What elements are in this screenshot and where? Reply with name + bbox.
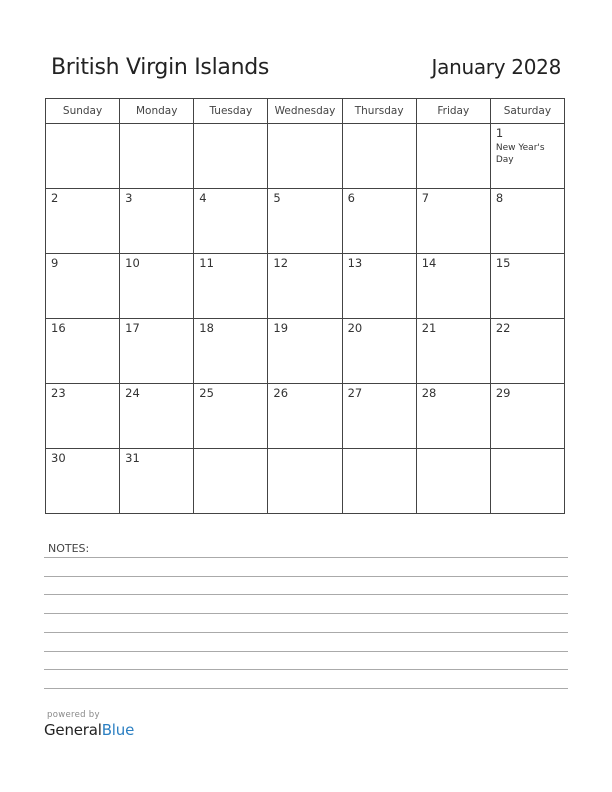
day-number xyxy=(343,124,416,127)
day-number: 23 xyxy=(51,386,66,400)
note-line xyxy=(44,669,568,670)
day-number: 16 xyxy=(51,321,66,335)
day-number: 22 xyxy=(495,321,511,335)
calendar-day-cell xyxy=(120,254,194,319)
day-number xyxy=(120,124,193,127)
calendar-day-cell xyxy=(342,384,416,449)
calendar-day-cell xyxy=(416,319,490,384)
calendar-day-cell xyxy=(120,449,194,514)
day-number: 17 xyxy=(125,321,140,335)
calendar-day-cell xyxy=(342,319,416,384)
note-line xyxy=(44,651,568,652)
calendar-day-cell xyxy=(490,189,564,254)
calendar-day-cell xyxy=(46,319,120,384)
calendar-day-cell xyxy=(268,319,342,384)
note-line xyxy=(44,557,568,558)
calendar-day-cell xyxy=(194,124,268,189)
calendar-day-cell xyxy=(490,384,564,449)
day-number: 4 xyxy=(199,191,207,205)
calendar-day-cell xyxy=(46,189,120,254)
day-number xyxy=(194,124,267,127)
calendar-day-cell xyxy=(342,124,416,189)
logo-text-blue: Blue xyxy=(101,721,135,739)
day-number: 29 xyxy=(495,386,511,400)
calendar-day-cell xyxy=(46,254,120,319)
calendar-day-cell xyxy=(490,124,564,189)
calendar-day-cell xyxy=(416,189,490,254)
calendar-week-row xyxy=(46,254,565,319)
day-number: 25 xyxy=(199,386,214,400)
day-number: 30 xyxy=(51,451,66,465)
holiday-label: New Year's Day xyxy=(495,143,545,165)
day-number: 1 xyxy=(495,126,504,140)
calendar-day-cell xyxy=(268,124,342,189)
calendar-day-cell xyxy=(342,254,416,319)
calendar-day-cell xyxy=(120,189,194,254)
calendar-week-row xyxy=(46,449,565,514)
day-number: 20 xyxy=(347,321,363,335)
note-line xyxy=(44,688,568,689)
day-number: 7 xyxy=(421,191,430,205)
day-number xyxy=(417,449,490,452)
day-number: 6 xyxy=(347,191,355,205)
day-number: 27 xyxy=(347,386,363,400)
note-line xyxy=(44,576,568,577)
calendar-day-cell xyxy=(120,124,194,189)
day-number: 21 xyxy=(421,321,437,335)
calendar-day-cell xyxy=(120,319,194,384)
calendar-day-cell xyxy=(194,189,268,254)
day-number: 3 xyxy=(125,191,133,205)
calendar-grid xyxy=(45,98,565,514)
day-number xyxy=(268,449,341,452)
weekday-header: Monday xyxy=(120,99,194,124)
day-number: 12 xyxy=(273,256,289,270)
day-number: 11 xyxy=(199,256,214,270)
day-number: 9 xyxy=(51,256,59,270)
day-number: 13 xyxy=(347,256,363,270)
day-number: 31 xyxy=(125,451,140,465)
calendar-day-cell xyxy=(46,384,120,449)
calendar-day-cell xyxy=(46,449,120,514)
day-number: 2 xyxy=(51,191,59,205)
day-number: 10 xyxy=(125,256,140,270)
note-line xyxy=(44,594,568,595)
calendar-day-cell xyxy=(416,124,490,189)
day-number: 5 xyxy=(273,191,281,205)
generalblue-logo[interactable] xyxy=(44,721,134,739)
day-number xyxy=(268,124,341,127)
day-number: 24 xyxy=(125,386,140,400)
weekday-header-row xyxy=(46,99,565,124)
calendar-day-cell xyxy=(416,384,490,449)
weekday-header: Wednesday xyxy=(268,99,342,124)
calendar-day-cell xyxy=(194,449,268,514)
calendar-week-row xyxy=(46,124,565,189)
day-number xyxy=(491,449,564,452)
weekday-header: Thursday xyxy=(342,99,416,124)
calendar-day-cell xyxy=(342,189,416,254)
day-number: 14 xyxy=(421,256,437,270)
weekday-header: Sunday xyxy=(46,99,120,124)
powered-by-text: powered by xyxy=(47,710,100,720)
calendar-day-cell xyxy=(194,384,268,449)
calendar-day-cell xyxy=(268,384,342,449)
calendar-week-row xyxy=(46,384,565,449)
calendar-day-cell xyxy=(268,254,342,319)
calendar-month-title: January 2028 xyxy=(431,55,561,79)
calendar-day-cell xyxy=(194,319,268,384)
note-line xyxy=(44,632,568,633)
logo-text-general: General xyxy=(44,721,102,739)
weekday-header: Friday xyxy=(416,99,490,124)
calendar-country-title: British Virgin Islands xyxy=(51,55,270,80)
weekday-header: Saturday xyxy=(490,99,564,124)
calendar-day-cell xyxy=(490,319,564,384)
calendar-day-cell xyxy=(268,189,342,254)
calendar-day-cell xyxy=(46,124,120,189)
calendar-day-cell xyxy=(194,254,268,319)
calendar-day-cell xyxy=(342,449,416,514)
day-number: 28 xyxy=(421,386,437,400)
day-number: 15 xyxy=(495,256,511,270)
note-line xyxy=(44,613,568,614)
calendar-week-row xyxy=(46,319,565,384)
day-number xyxy=(417,124,490,127)
weekday-header: Tuesday xyxy=(194,99,268,124)
day-number xyxy=(46,124,119,127)
calendar-week-row xyxy=(46,189,565,254)
day-number: 18 xyxy=(199,321,214,335)
notes-label: NOTES: xyxy=(48,542,90,555)
calendar-day-cell xyxy=(268,449,342,514)
day-number: 26 xyxy=(273,386,289,400)
calendar-day-cell xyxy=(490,449,564,514)
day-number xyxy=(343,449,416,452)
day-number xyxy=(194,449,267,452)
calendar-day-cell xyxy=(416,254,490,319)
calendar-day-cell xyxy=(490,254,564,319)
calendar-day-cell xyxy=(120,384,194,449)
day-number: 19 xyxy=(273,321,289,335)
day-number: 8 xyxy=(495,191,504,205)
calendar-day-cell xyxy=(416,449,490,514)
